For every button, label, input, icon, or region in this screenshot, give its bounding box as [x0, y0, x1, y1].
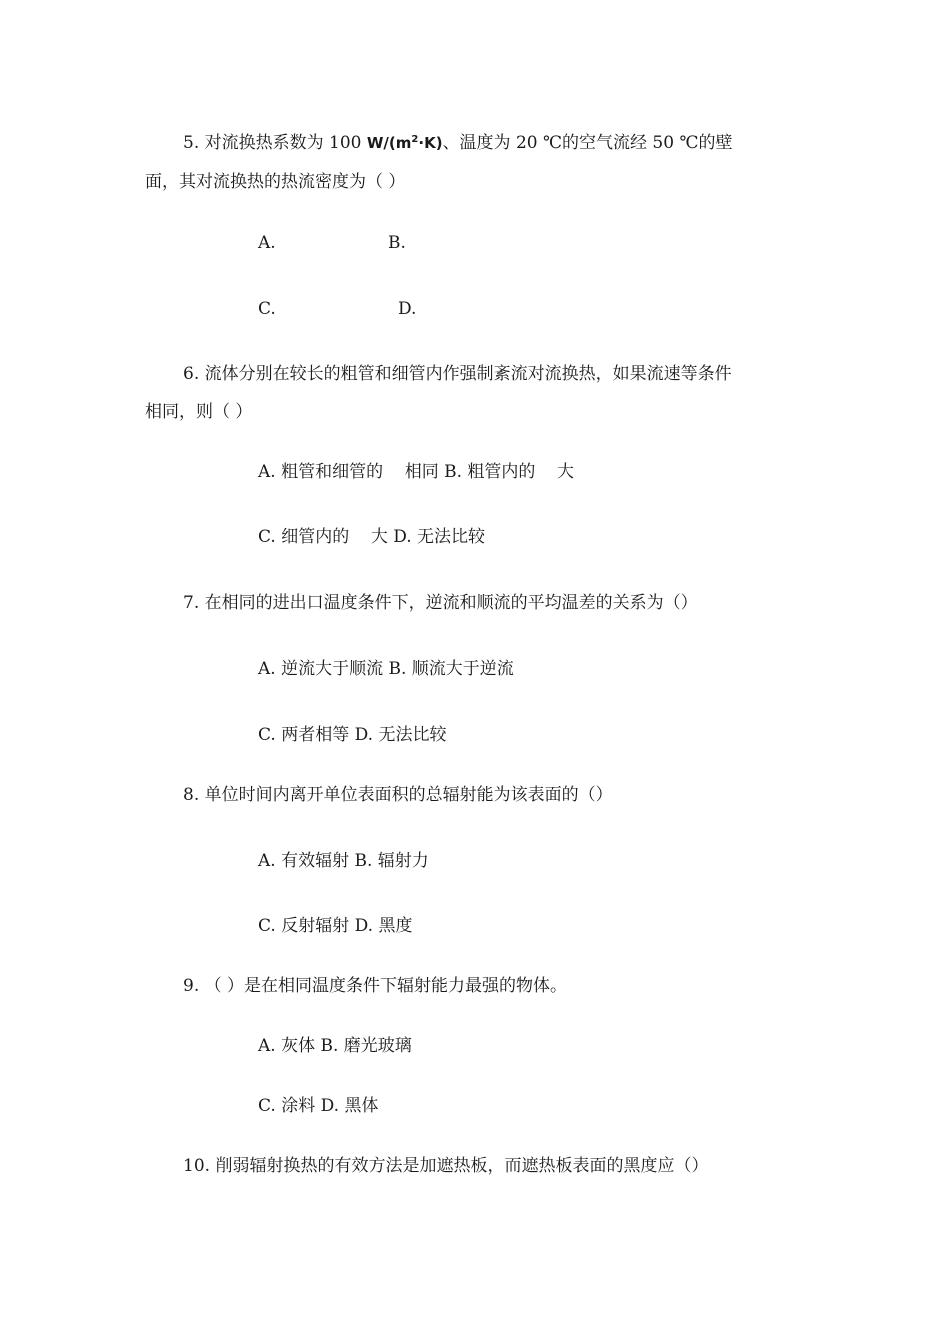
q7-options-ab: A. 逆流大于顺流 B. 顺流大于逆流: [258, 659, 514, 679]
q5-option-c: C.: [258, 299, 276, 319]
q9-line1: 9. （ ）是在相同温度条件下辐射能力最强的物体。: [183, 976, 568, 996]
q6-line2: 相同，则（ ）: [145, 402, 253, 422]
q5-text-post: 、温度为 20 ℃的空气流经 50 ℃的壁: [442, 133, 733, 153]
q9-options-cd: C. 涂料 D. 黑体: [258, 1096, 379, 1116]
q5-line2: 面，其对流换热的热流密度为（ ）: [145, 172, 406, 192]
q6-line1: 6. 流体分别在较长的粗管和细管内作强制紊流对流换热，如果流速等条件: [183, 364, 732, 384]
q10-line1: 10. 削弱辐射换热的有效方法是加遮热板，而遮热板表面的黑度应（）: [183, 1156, 709, 1176]
q5-option-b: B.: [388, 233, 406, 253]
q6-options-cd: C. 细管内的 大 D. 无法比较: [258, 527, 486, 547]
q7-options-cd: C. 两者相等 D. 无法比较: [258, 725, 447, 745]
q5-line1: [183, 128, 732, 155]
q5-unit: $W/(m^2\cdot K)$: [366, 134, 443, 152]
q5-option-d: D.: [398, 299, 417, 319]
q9-options-ab: A. 灰体 B. 磨光玻璃: [258, 1036, 412, 1056]
q8-line1: 8. 单位时间内离开单位表面积的总辐射能为该表面的（）: [183, 785, 613, 805]
q6-options-ab: A. 粗管和细管的 相同 B. 粗管内的 大: [258, 462, 575, 482]
q5-option-a: A.: [258, 233, 276, 253]
q7-line1: 7. 在相同的进出口温度条件下，逆流和顺流的平均温差的关系为（）: [183, 593, 698, 613]
q5-text-pre: 5. 对流换热系数为 100: [183, 133, 367, 153]
q8-options-ab: A. 有效辐射 B. 辐射力: [258, 851, 429, 871]
q8-options-cd: C. 反射辐射 D. 黑度: [258, 916, 413, 936]
